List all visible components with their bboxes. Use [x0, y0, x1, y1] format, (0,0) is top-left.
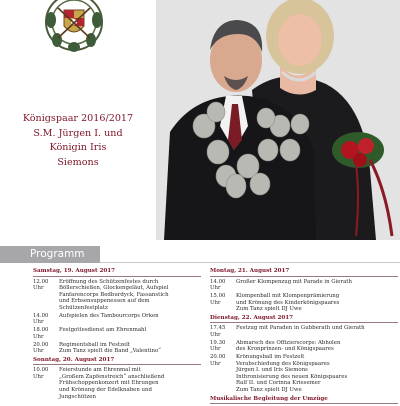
event-line: Großer Klompenzug mit Parade in Gierath: [236, 278, 352, 285]
event-line: Klompenball mit Klompenprämierung: [236, 292, 340, 299]
event-line: des Kronprinzen- und Königspaares: [236, 346, 334, 353]
event-description: [236, 354, 398, 394]
event-description: [59, 342, 201, 355]
day-heading: Montag, 21. August 2017: [210, 268, 398, 277]
event-line: und Krönung des Kinderkönigspaares: [236, 299, 340, 306]
event-line: Krönungsball im Festzelt: [236, 354, 305, 361]
event-line: Feierstunde am Ehrenmal mit: [59, 367, 141, 374]
event-line: Böllerschießen, Glockengeläut, Aufspiel: [59, 285, 169, 292]
program-event: [33, 367, 201, 400]
program-right-column: [210, 266, 398, 406]
shooting-club-crest-icon: [33, 0, 115, 60]
event-line: „Großem Zapfenstreich“ anschließend: [59, 373, 165, 380]
event-description: [59, 279, 201, 312]
program-event: [33, 279, 201, 312]
event-time: 18.00 Uhr: [33, 327, 49, 340]
event-description: [59, 367, 201, 400]
program-event: [33, 327, 201, 340]
title-line: Siemons: [57, 156, 99, 168]
day-heading: Sonntag, 20. August 2017: [33, 357, 201, 366]
event-time: 19.30 Uhr: [210, 339, 226, 353]
event-description: [236, 340, 398, 353]
day-heading: Musikalische Begleitung der Umzüge: [210, 396, 398, 405]
title-line: S.M. Jürgen I. und: [33, 127, 123, 139]
event-line: Festzug mit Paraden in Gubberath und Gierath: [236, 325, 365, 332]
event-line: Festgottesdienst am Ehrenmahl: [59, 327, 147, 334]
event-line: Inthronisierung des neuen Königspaares: [236, 373, 348, 380]
title-line: Königspaar 2016/2017: [22, 113, 134, 124]
program-event: [210, 279, 398, 292]
program-event: [210, 340, 398, 353]
title-line: Königin Iris: [49, 142, 107, 153]
event-time: 17.45 Uhr: [210, 325, 226, 338]
program-event: [210, 293, 398, 313]
event-line: und Erbsensuppenessen auf dem: [59, 298, 150, 305]
divider: [100, 262, 400, 263]
program-event: [210, 325, 398, 338]
event-description: [236, 279, 398, 292]
event-line: Fanfarencorps Bedburdyck, Fassanstich: [59, 291, 169, 298]
event-line: Eröffnung des Schützenfestes durch: [59, 278, 159, 285]
event-line: Frühschoppenkonzert mit Ehrungen: [59, 380, 159, 387]
royal-couple-title: [6, 112, 150, 170]
day-heading: Samstag, 19. August 2017: [33, 268, 201, 277]
event-line: Regimentsball im Festzelt: [59, 341, 130, 348]
event-time: 15.00 Uhr: [210, 292, 226, 306]
header-left: [0, 0, 156, 240]
program-event: [33, 342, 201, 355]
program-banner: Programm: [0, 246, 100, 263]
event-description: [59, 313, 201, 326]
event-line: Jungschützen: [59, 393, 96, 400]
event-time: 14.00 Uhr: [33, 312, 49, 326]
event-line: Jürgen I. und Iris Siemons: [236, 367, 308, 374]
event-line: Zum Tanz spielt die Band „Valentino“: [59, 348, 161, 355]
event-time: 20.00 Uhr: [33, 341, 49, 355]
couple-photo-illustration: [156, 0, 400, 240]
event-line: Verabschiedung des Königspaares: [236, 360, 330, 367]
event-time: 20.00 Uhr: [210, 354, 226, 367]
event-line: Zum Tanz spielt DJ Uwe: [236, 387, 302, 394]
event-time: 10.00 Uhr: [33, 367, 49, 380]
event-time: 14.00 Uhr: [210, 278, 226, 292]
event-description: [236, 325, 398, 338]
event-line: Ralf II. und Corinna Kriesemer: [236, 380, 321, 387]
program-event: [210, 354, 398, 394]
event-description: [236, 293, 398, 313]
event-line: Schützenfestplatz: [59, 304, 108, 311]
event-line: Abmarsch des Offizierscorps: Abholen: [236, 339, 341, 346]
event-line: Zum Tanz spielt DJ Uwe: [236, 306, 302, 313]
event-line: Aufspielen des Tambourcorps Orken: [59, 312, 159, 319]
program-left-column: [33, 266, 201, 401]
event-time: 12.00 Uhr: [33, 278, 49, 292]
event-description: [59, 327, 201, 340]
program-event: [33, 313, 201, 326]
royal-couple-photo: [156, 0, 400, 240]
day-heading: Dienstag, 22. August 2017: [210, 315, 398, 324]
event-line: und Krönung der Edelknaben und: [59, 387, 152, 394]
